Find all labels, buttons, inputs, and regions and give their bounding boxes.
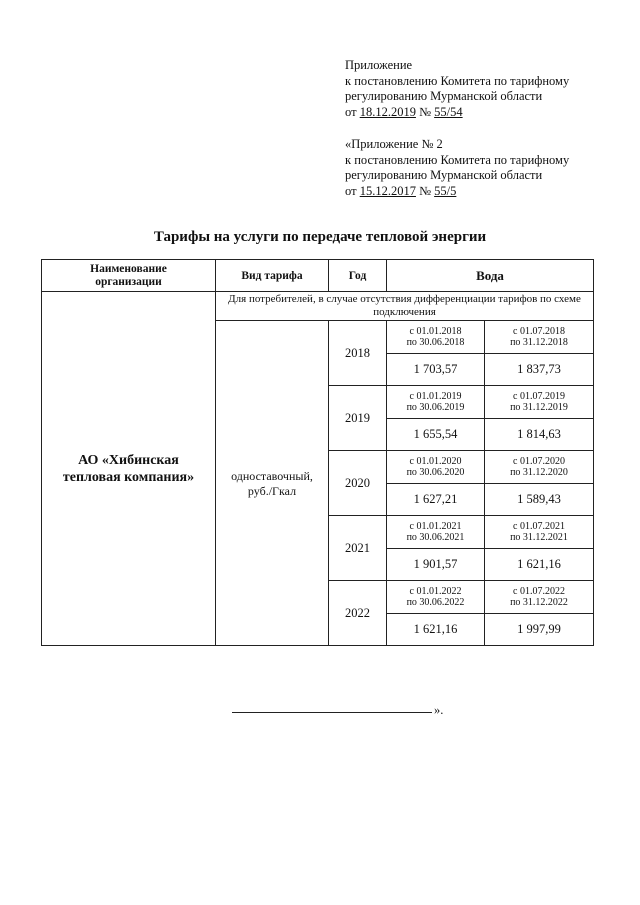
date-prefix: от bbox=[345, 183, 360, 198]
header-year: Год bbox=[329, 260, 387, 292]
tariff-value-second-half: 1 837,73 bbox=[485, 354, 594, 386]
period-end: по 31.12.2018 bbox=[510, 337, 568, 348]
resolution-number: 55/5 bbox=[434, 183, 457, 198]
appendix-header-current bbox=[345, 58, 569, 120]
period-end: по 31.12.2019 bbox=[510, 402, 568, 413]
period-first-half bbox=[387, 386, 485, 419]
tariff-value-first-half: 1 901,57 bbox=[387, 549, 485, 581]
period-end: по 30.06.2021 bbox=[406, 532, 465, 543]
period-second-half bbox=[485, 516, 594, 549]
tariff-kind-line1: одноставочный, bbox=[231, 469, 313, 483]
period-end: по 30.06.2020 bbox=[406, 467, 465, 478]
appendix-date-line bbox=[345, 184, 569, 200]
tariff-value-first-half: 1 621,16 bbox=[387, 614, 485, 646]
period-end: по 30.06.2018 bbox=[406, 337, 465, 348]
document-title: Тарифы на услуги по передаче тепловой энергии bbox=[153, 229, 487, 245]
period-first-half bbox=[387, 321, 485, 354]
period-end: по 31.12.2020 bbox=[510, 467, 568, 478]
period-end: по 31.12.2022 bbox=[510, 597, 568, 608]
resolution-date: 15.12.2017 bbox=[359, 183, 416, 198]
number-prefix: № bbox=[415, 183, 435, 198]
organization-name-line2: тепловая компания» bbox=[62, 469, 195, 485]
period-end: по 30.06.2019 bbox=[406, 402, 465, 413]
period-second-half bbox=[485, 321, 594, 354]
organization-name-line1: АО «Хибинская bbox=[78, 452, 179, 468]
tariff-value-second-half: 1 621,16 bbox=[485, 549, 594, 581]
year-cell: 2018 bbox=[329, 321, 387, 386]
appendix-label: Приложение bbox=[345, 58, 413, 72]
period-start: с 01.01.2018 bbox=[409, 325, 462, 337]
period-start: с 01.01.2019 bbox=[409, 390, 462, 402]
tariff-kind-cell bbox=[216, 321, 329, 646]
period-end: по 30.06.2022 bbox=[406, 597, 465, 608]
tariff-kind-line2: руб./Гкал bbox=[247, 484, 297, 498]
header-organization bbox=[42, 260, 216, 292]
period-first-half bbox=[387, 451, 485, 484]
header-organization-line2: организации bbox=[95, 275, 162, 288]
period-start: с 01.07.2021 bbox=[513, 520, 565, 532]
appendix-committee-line: регулированию Мурманской области bbox=[345, 168, 543, 182]
appendix-resolution-line: к постановлению Комитета по тарифному bbox=[345, 152, 570, 167]
period-start: с 01.01.2021 bbox=[409, 520, 462, 532]
tariff-table bbox=[41, 259, 594, 646]
period-first-half bbox=[387, 516, 485, 549]
year-cell: 2022 bbox=[329, 581, 387, 646]
closing-rule bbox=[232, 712, 432, 713]
appendix-resolution-line: к постановлению Комитета по тарифному bbox=[345, 73, 570, 88]
period-start: с 01.01.2020 bbox=[409, 455, 462, 467]
appendix-date-line bbox=[345, 105, 569, 121]
tariff-value-second-half: 1 814,63 bbox=[485, 419, 594, 451]
period-second-half bbox=[485, 581, 594, 614]
period-start: с 01.07.2018 bbox=[513, 325, 565, 337]
period-start: с 01.07.2020 bbox=[513, 455, 565, 467]
tariff-value-first-half: 1 655,54 bbox=[387, 419, 485, 451]
appendix-committee-line: регулированию Мурманской области bbox=[345, 89, 543, 103]
tariff-value-second-half: 1 589,43 bbox=[485, 484, 594, 516]
year-cell: 2019 bbox=[329, 386, 387, 451]
resolution-date: 18.12.2019 bbox=[359, 104, 416, 119]
header-organization-line1: Наименование bbox=[90, 262, 167, 275]
period-second-half bbox=[485, 386, 594, 419]
consumer-note: Для потребителей, в случае отсутствия дифференциации тарифов по схеме подключения bbox=[216, 292, 594, 321]
closing-quote-mark: ». bbox=[434, 703, 444, 717]
period-second-half bbox=[485, 451, 594, 484]
period-start: с 01.07.2022 bbox=[513, 585, 565, 597]
header-tariff-kind: Вид тарифа bbox=[216, 260, 329, 292]
date-prefix: от bbox=[345, 104, 360, 119]
appendix-header-original bbox=[345, 137, 569, 199]
year-cell: 2021 bbox=[329, 516, 387, 581]
header-water: Вода bbox=[387, 260, 594, 292]
tariff-value-second-half: 1 997,99 bbox=[485, 614, 594, 646]
table-row bbox=[42, 292, 594, 321]
tariff-value-first-half: 1 627,21 bbox=[387, 484, 485, 516]
table-header-row bbox=[42, 260, 594, 292]
appendix-label: «Приложение № 2 bbox=[345, 137, 443, 151]
period-first-half bbox=[387, 581, 485, 614]
resolution-number: 55/54 bbox=[434, 104, 463, 119]
tariff-value-first-half: 1 703,57 bbox=[387, 354, 485, 386]
period-end: по 31.12.2021 bbox=[510, 532, 568, 543]
organization-cell bbox=[42, 292, 216, 646]
year-cell: 2020 bbox=[329, 451, 387, 516]
period-start: с 01.01.2022 bbox=[409, 585, 462, 597]
number-prefix: № bbox=[415, 104, 435, 119]
period-start: с 01.07.2019 bbox=[513, 390, 565, 402]
